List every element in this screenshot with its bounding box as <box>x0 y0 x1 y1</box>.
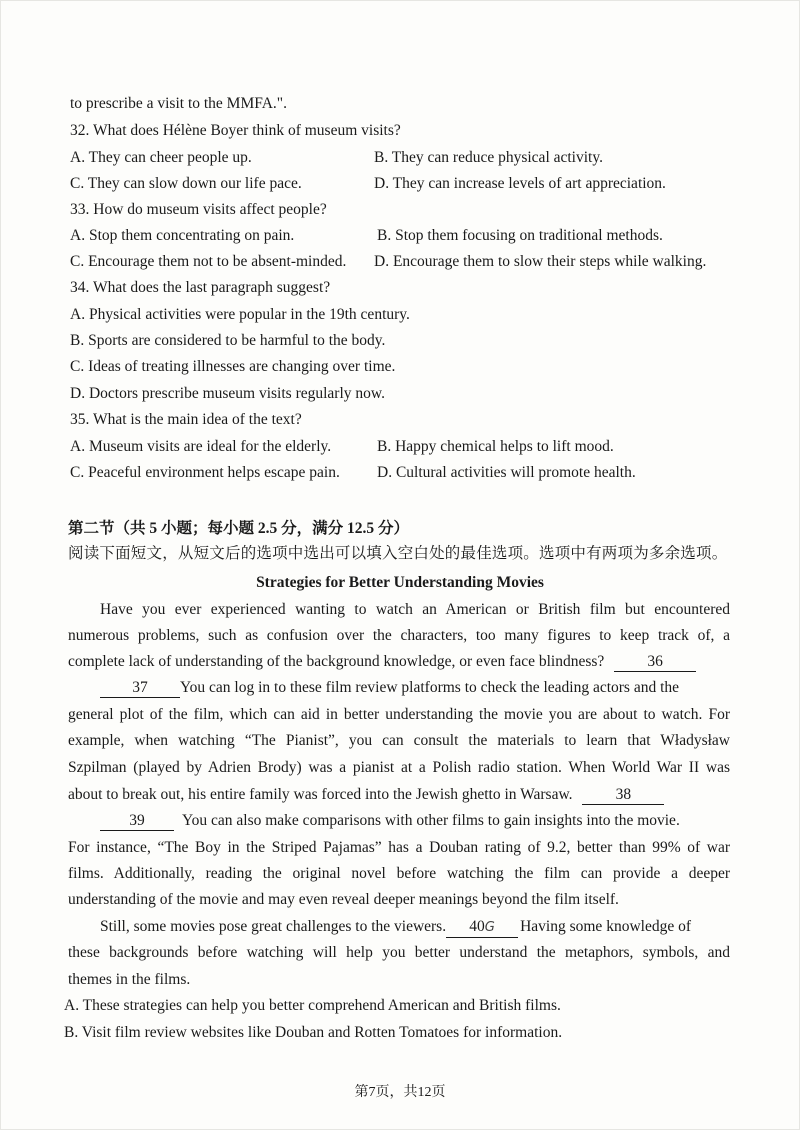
paragraph-4-line-1b: Having some knowledge of <box>520 918 691 935</box>
paragraph-4-line-1 <box>100 917 691 938</box>
blank-36: 36 <box>614 653 696 672</box>
q32-option-b: B. They can reduce physical activity. <box>374 149 603 166</box>
q34-option-a: A. Physical activities were popular in the 19th century. <box>70 306 410 323</box>
q33-option-b: B. Stop them focusing on traditional methods. <box>377 227 663 244</box>
paragraph-3-line-2: For instance, “The Boy in the Striped Pajamas” has a Douban rating of 9.2, better than 99% of war <box>68 839 730 856</box>
paragraph-1-line-2: numerous problems, such as confusion over the characters, too many figures to keep track of, a <box>68 627 730 644</box>
q35-option-b: B. Happy chemical helps to lift mood. <box>377 438 614 455</box>
q32-option-d: D. They can increase levels of art appreciation. <box>374 175 666 192</box>
q34-option-b: B. Sports are considered to be harmful to the body. <box>70 332 386 349</box>
paragraph-3-line-1 <box>100 811 730 831</box>
question-35-stem: 35. What is the main idea of the text? <box>70 411 302 428</box>
q33-option-d: D. Encourage them to slow their steps while walking. <box>374 253 707 270</box>
question-34-stem: 34. What does the last paragraph suggest? <box>70 279 331 296</box>
passage-title: Strategies for Better Understanding Movies <box>256 574 544 591</box>
q32-option-a: A. They can cheer people up. <box>70 149 252 166</box>
paragraph-2-line-5 <box>68 785 664 805</box>
paragraph-2-line-2: general plot of the film, which can aid in better understanding the movie you are about to watch. For <box>68 706 730 723</box>
question-33-stem: 33. How do museum visits affect people? <box>70 201 327 218</box>
answer-option-b: B. Visit film review websites like Douban and Rotten Tomatoes for information. <box>64 1024 563 1041</box>
q33-option-c: C. Encourage them not to be absent-minded. <box>70 253 347 270</box>
q35-option-d: D. Cultural activities will promote health. <box>377 464 636 481</box>
page-number: 第7页，共12页 <box>354 1085 446 1100</box>
section-heading: 第二节（共 5 小题；每小题 2.5 分，满分 12.5 分） <box>68 520 410 537</box>
q35-option-c: C. Peaceful environment helps escape pain. <box>70 464 340 481</box>
paragraph-3-line-1-text: You can also make comparisons with other films to gain insights into the movie. <box>182 812 680 829</box>
blank-40-number: 40 <box>469 918 485 935</box>
paragraph-4-line-2: these backgrounds before watching will help you better understand the metaphors, symbols, and <box>68 944 730 961</box>
paragraph-2-line-1 <box>100 678 730 698</box>
blank-38: 38 <box>582 786 664 805</box>
paragraph-2-line-4: Szpilman (played by Adrien Brody) was a pianist at a Polish radio station. When World War II was <box>68 759 730 776</box>
continued-line: to prescribe a visit to the MMFA.". <box>70 95 287 112</box>
paragraph-2-line-3: example, when watching “The Pianist”, you can consult the materials to learn that Władysław <box>68 732 730 749</box>
paragraph-3-line-3: films. Additionally, reading the original novel before watching the film can provide a deeper <box>68 865 730 882</box>
question-32-stem: 32. What does Hélène Boyer think of museum visits? <box>70 122 401 139</box>
section-instruction: 阅读下面短文，从短文后的选项中选出可以填入空白处的最佳选项。选项中有两项为多余选项。 <box>68 545 728 562</box>
paragraph-3-line-4: understanding of the movie and may even reveal deeper meanings beyond the film itself. <box>68 891 619 908</box>
paragraph-2-line-1-text: You can log in to these film review platforms to check the leading actors and the <box>180 679 680 696</box>
answer-option-a: A. These strategies can help you better comprehend American and British films. <box>64 997 561 1014</box>
blank-40 <box>446 918 518 938</box>
blank-39: 39 <box>100 812 174 831</box>
paragraph-2-line-5-text: about to break out, his entire family was forced into the Jewish ghetto in Warsaw. <box>68 786 573 803</box>
handwritten-answer-mark: G <box>484 920 495 935</box>
paragraph-1-line-3-text: complete lack of understanding of the background knowledge, or even face blindness? <box>68 653 605 670</box>
blank-37: 37 <box>100 679 180 698</box>
q35-option-a: A. Museum visits are ideal for the elderly. <box>70 438 332 455</box>
paragraph-4-line-1a: Still, some movies pose great challenges to the viewers. <box>100 918 447 935</box>
paragraph-4-line-3: themes in the films. <box>68 971 191 988</box>
q34-option-c: C. Ideas of treating illnesses are changing over time. <box>70 358 396 375</box>
q33-option-a: A. Stop them concentrating on pain. <box>70 227 295 244</box>
q32-option-c: C. They can slow down our life pace. <box>70 175 302 192</box>
paragraph-1-line-3 <box>68 652 696 672</box>
paragraph-1-line-1: Have you ever experienced wanting to watch an American or British film but encountered <box>100 601 730 618</box>
q34-option-d: D. Doctors prescribe museum visits regularly now. <box>70 385 385 402</box>
